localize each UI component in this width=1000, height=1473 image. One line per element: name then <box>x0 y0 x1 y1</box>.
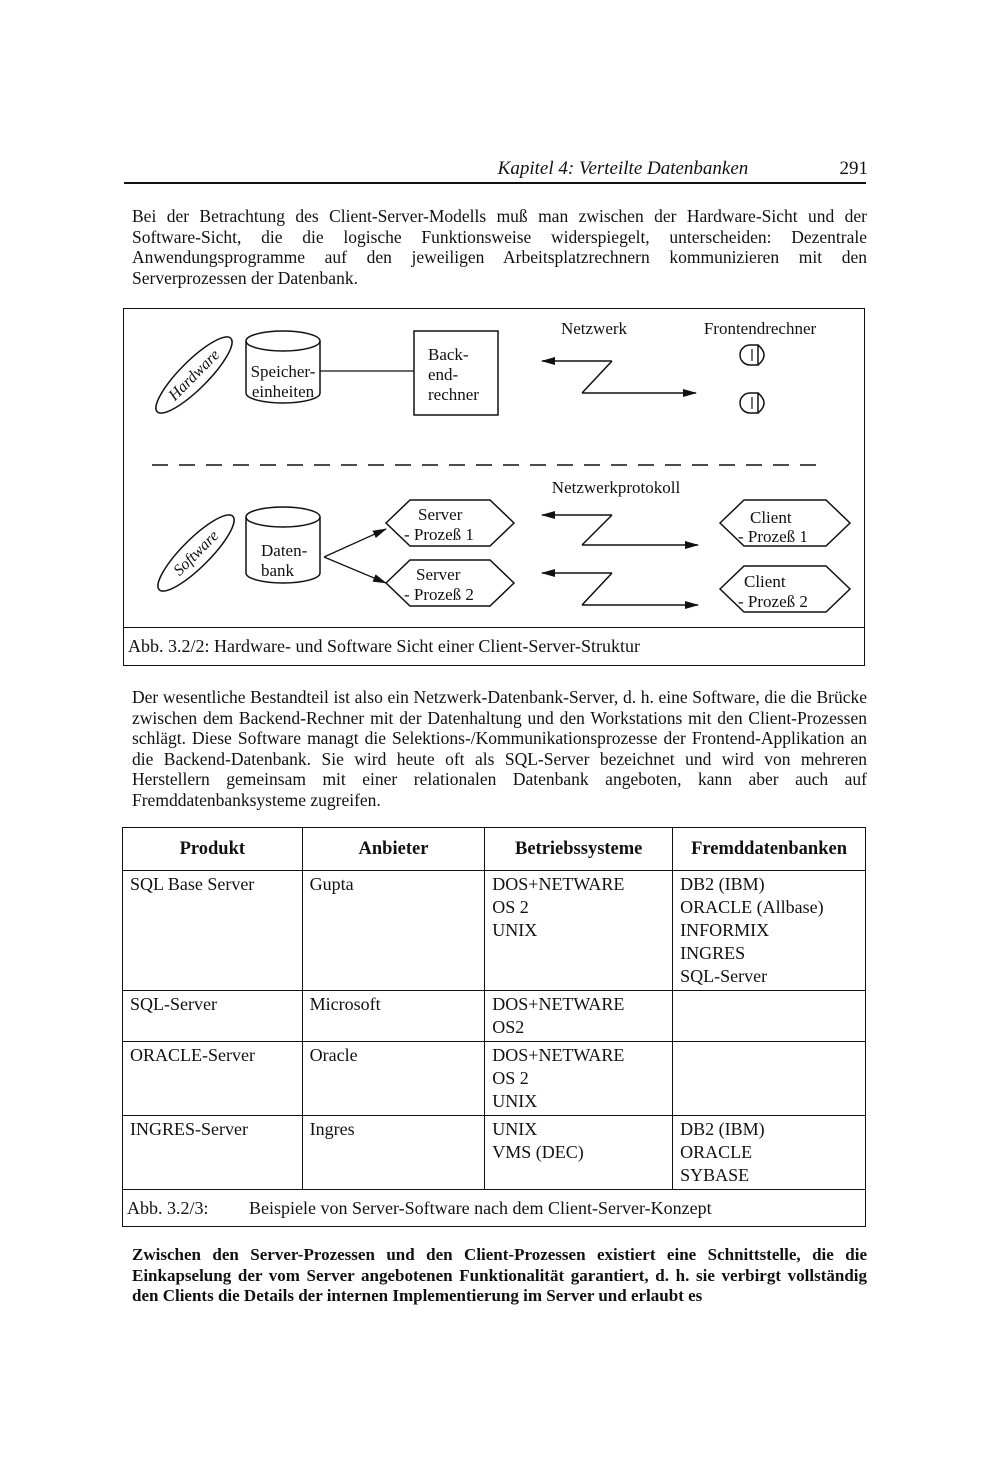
diagram-canvas <box>124 309 866 629</box>
figure-caption: Abb. 3.2/2: Hardware- und Software Sicht einer Client-Server-Struktur <box>124 627 864 665</box>
table-caption-label: Abb. 3.2/3: <box>127 1197 209 1218</box>
frontend-computer-icon <box>740 393 764 413</box>
os-entry: UNIX <box>492 1119 538 1139</box>
fremd-entry: INFORMIX <box>680 920 770 940</box>
network-zigzag-arrow <box>542 361 696 393</box>
storage-cylinder-icon <box>246 331 320 403</box>
db-server2-link <box>324 557 386 583</box>
fremd-cell <box>673 1116 866 1190</box>
fremd-entry: ORACLE <box>680 1142 753 1162</box>
paragraph-intro: Bei der Betrachtung des Client-Server-Modells muß man zwischen der Hardware-Sicht und der Software-Sicht, die die logische Funktionsweise widerspiegelt, unterscheiden: Dezentrale Anwendungsprogramme auf den jeweiligen Arbeitsplatzrechnern kommunizieren mit den Serverprozessen der Datenbank. <box>132 206 867 288</box>
protocol-label: Netzwerkprotokoll <box>551 478 681 497</box>
protocol-zigzag-arrow-1 <box>542 515 698 545</box>
fremd-entry: DB2 (IBM) <box>680 1119 765 1139</box>
fremd-entry: SQL-Server <box>680 966 768 986</box>
os-entry: DOS+NETWARE <box>492 994 625 1014</box>
os-cell <box>485 991 673 1042</box>
anbieter-cell: Gupta <box>302 871 485 991</box>
page-number: 291 <box>839 158 868 179</box>
client2-label-line1: Client <box>744 572 786 591</box>
fremd-entry: INGRES <box>680 943 746 963</box>
client-server-diagram <box>123 308 865 666</box>
backend-label-line2: end- <box>428 365 459 384</box>
storage-label-line1: Speicher- <box>250 362 316 381</box>
frontend-computer-icon <box>740 345 764 365</box>
table-caption-row <box>123 1190 866 1227</box>
os-entry: OS 2 <box>492 897 529 917</box>
hardware-label-shape <box>147 328 240 421</box>
table-row <box>123 1042 866 1116</box>
client1-label-line2: - Prozeß 1 <box>738 527 808 546</box>
fremd-entry: ORACLE (Allbase) <box>680 897 824 917</box>
paragraph-server-description: Der wesentliche Bestandteil ist also ein Netzwerk-Datenbank-Server, d. h. eine Software, die die Brücke zwischen dem Backend-Rechner mit der Datenhaltung und den Workstations mit den Client-Prozessen schlägt. Diese Software managt die Selektions-/Kommunikationsprozesse der Frontend-Applikation an die Backend-Datenbank. Sie wird heute oft als SQL-Server bezeichnet und wird von mehreren Herstellern gemeinsam mit einer relationalen Datenbank angeboten, kann aber auch auf Fremddatenbanksysteme zugreifen. <box>132 687 867 810</box>
column-header: Produkt <box>123 828 303 871</box>
produkt-cell: ORACLE-Server <box>123 1042 303 1116</box>
storage-label-line2: einheiten <box>251 382 315 401</box>
produkt-cell: SQL Base Server <box>123 871 303 991</box>
software-label-shape <box>149 506 242 599</box>
anbieter-cell: Ingres <box>302 1116 485 1190</box>
table-caption <box>123 1190 866 1227</box>
fremd-cell <box>673 1042 866 1116</box>
client2-label-line2: - Prozeß 2 <box>738 592 808 611</box>
os-entry: UNIX <box>492 1091 538 1111</box>
os-entry: DOS+NETWARE <box>492 874 625 894</box>
paragraph-interface: Zwischen den Server-Prozessen und den Client-Prozessen existiert eine Schnittstelle, die die Einkapselung der vom Server angebotenen Funktionalität garantiert, d. h. sie verbirgt vollständig den Clients die Details der internen Implementierung im Server und erlaubt es <box>132 1245 867 1305</box>
frontend-label: Frontendrechner <box>703 319 817 338</box>
fremd-cell <box>673 991 866 1042</box>
table-row <box>123 991 866 1042</box>
server-software-table <box>122 827 866 1227</box>
os-entry: UNIX <box>492 920 538 940</box>
server2-label-line2: - Prozeß 2 <box>404 585 474 604</box>
fremd-entry: DB2 (IBM) <box>680 874 765 894</box>
protocol-zigzag-arrow-2 <box>542 573 698 605</box>
database-label-line1: Daten- <box>261 541 308 560</box>
column-header: Anbieter <box>302 828 485 871</box>
fremd-entry: SYBASE <box>680 1165 750 1185</box>
database-cylinder-icon <box>246 507 320 583</box>
os-cell <box>485 1116 673 1190</box>
os-entry: VMS (DEC) <box>492 1142 584 1162</box>
network-label: Netzwerk <box>560 319 628 338</box>
hardware-label: Hardware <box>165 346 224 405</box>
header-rule <box>124 182 866 184</box>
os-entry: DOS+NETWARE <box>492 1045 625 1065</box>
column-header: Fremddatenbanken <box>673 828 866 871</box>
table-header-row <box>123 828 866 871</box>
table-row <box>123 871 866 991</box>
os-entry: OS 2 <box>492 1068 529 1088</box>
produkt-cell: INGRES-Server <box>123 1116 303 1190</box>
table-row <box>123 1116 866 1190</box>
os-cell <box>485 871 673 991</box>
server1-label-line2: - Prozeß 1 <box>404 525 474 544</box>
server2-label-line1: Server <box>416 565 461 584</box>
database-label-line2: bank <box>261 561 295 580</box>
table-caption-text: Beispiele von Server-Software nach dem Client-Server-Konzept <box>249 1197 712 1218</box>
produkt-cell: SQL-Server <box>123 991 303 1042</box>
running-header-title: Kapitel 4: Verteilte Datenbanken <box>497 158 749 179</box>
column-header: Betriebssysteme <box>485 828 673 871</box>
server1-label-line1: Server <box>418 505 463 524</box>
anbieter-cell: Microsoft <box>302 991 485 1042</box>
backend-label-line1: Back- <box>428 345 469 364</box>
backend-label-line3: rechner <box>428 385 479 404</box>
anbieter-cell: Oracle <box>302 1042 485 1116</box>
os-cell <box>485 1042 673 1116</box>
software-label: Software <box>170 527 223 580</box>
db-server1-link <box>324 529 386 557</box>
client1-label-line1: Client <box>750 508 792 527</box>
os-entry: OS2 <box>492 1017 525 1037</box>
fremd-cell <box>673 871 866 991</box>
